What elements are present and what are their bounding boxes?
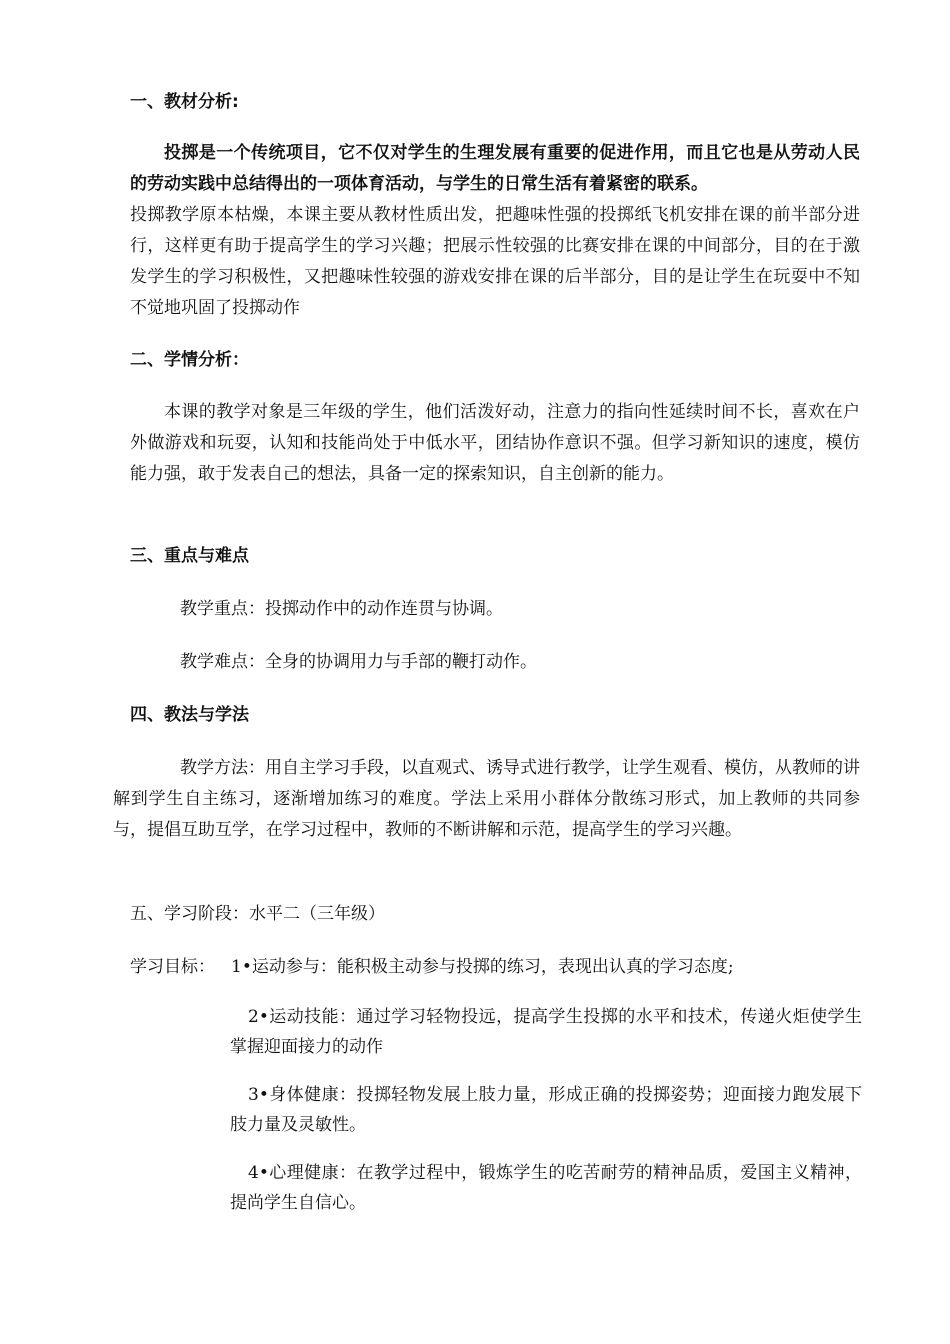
section-2-body: 本课的教学对象是三年级的学生，他们活泼好动，注意力的指向性延续时间不长，喜欢在户外做游戏和玩耍，认知和技能尚处于中低水平，团结协作意识不强。但学习新知识的速度，模仿能力强，敢于发表自己的想法，具备一定的探索知识，自主创新的能力。 — [130, 402, 860, 484]
section-1-body: 投掷教学原本枯燥，本课主要从教材性质出发，把趣味性强的投掷纸飞机安排在课的前半部分进行，这样更有助于提高学生的学习兴趣；把展示性较强的比赛安排在课的中间部分，目的在于激发学生的学习积极性，又把趣味性较强的游戏安排在课的后半部分，目的是让学生在玩耍中不知不觉地巩固了投掷动作 — [130, 205, 860, 318]
goal-physical-health: 3•身体健康：投掷轻物发展上肢力量，形成正确的投掷姿势；迎面接力跑发展下肢力量及灵敏性。 — [230, 1085, 862, 1135]
section-1-body-bold: 投掷是一个传统项目，它不仅对学生的生理发展有重要的促进作用，而且它也是从劳动人民的劳动实践中总结得出的一项体育活动，与学生的日常生活有着紧密的联系。 — [130, 143, 860, 194]
section-4-body: 教学方法：用自主学习手段，以直观式、诱导式进行教学，让学生观看、模仿，从教师的讲解到学生自主练习，逐渐增加练习的难度。学法上采用小群体分散练习形式，加上教师的共同参与，提倡互助互学，在学习过程中，教师的不断讲解和示范，提高学生的学习兴趣。 — [113, 758, 860, 840]
difficulty-point: 教学难点：全身的协调用力与手部的鞭打动作。 — [180, 652, 537, 672]
section-4-title: 四、教法与学法 — [130, 705, 249, 725]
learning-goals-label: 学习目标： — [130, 957, 215, 977]
goal-mental-health: 4•心理健康：在教学过程中，锻炼学生的吃苦耐劳的精神品质，爱国主义精神，提尚学生自信心。 — [230, 1163, 862, 1213]
key-point: 教学重点：投掷动作中的动作连贯与协调。 — [180, 599, 503, 619]
section-2-title: 二、学情分析： — [130, 350, 249, 370]
goal-skills: 2•运动技能：通过学习轻物投远，提高学生投掷的水平和技术，传递火炬使学生掌握迎面接力的动作 — [230, 1007, 862, 1057]
goal-participation: 1•运动参与：能积极主动参与投掷的练习，表现出认真的学习态度; — [231, 957, 734, 977]
section-3-title: 三、重点与难点 — [130, 546, 249, 566]
section-5-title: 五、学习阶段：水平二（三年级） — [130, 904, 385, 924]
section-1-title: 一、教材分析: — [130, 92, 239, 112]
